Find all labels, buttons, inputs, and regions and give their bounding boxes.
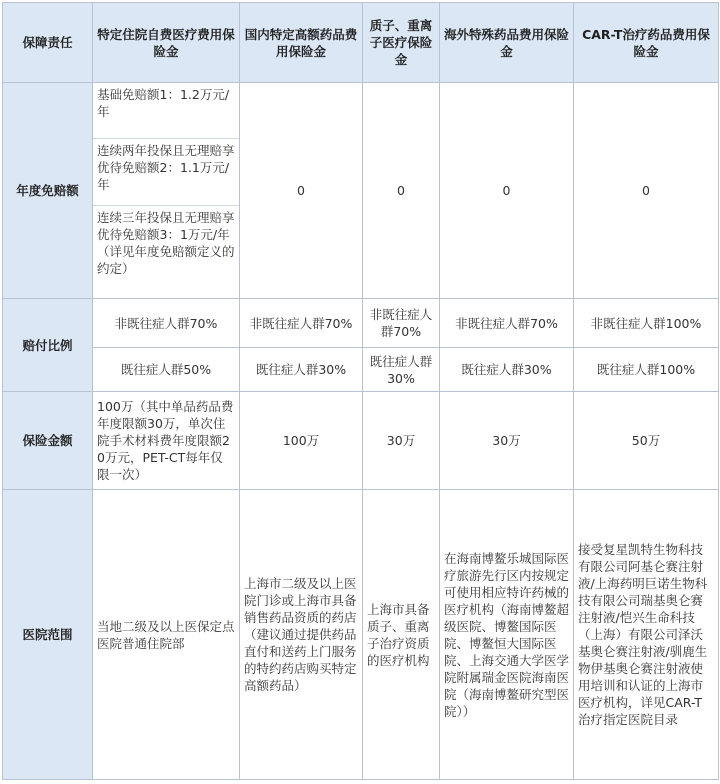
ratio-preexisting-inpatient: 既往症人群50%	[93, 348, 240, 392]
deductible-proton: 0	[363, 83, 440, 299]
insurance-table-container	[2, 2, 718, 780]
amount-row	[3, 392, 719, 490]
hospital-proton: 上海市具备质子、重离子治疗资质的医疗机构	[363, 490, 440, 780]
ratio-preexisting-overseas: 既往症人群30%	[440, 348, 574, 392]
ratio-preexisting-car-t: 既往症人群100%	[574, 348, 719, 392]
hospital-overseas: 在海南博鳌乐城国际医疗旅游先行区内按规定可使用相应特许药械的医疗机构（海南博鳌超级医院、博鳌国际医院、博鳌恒大国际医院、上海交通大学医学院附属瑞金医院海南医院（海南博鳌研究型医院））	[440, 490, 574, 780]
hospital-inpatient: 当地二级及以上医保定点医院普通住院部	[93, 490, 240, 780]
hospital-label: 医院范围	[3, 490, 93, 780]
hospital-domestic: 上海市二级及以上医院门诊或上海市具备销售药品资质的药店（建议通过提供药品直付和送药上门服务的特约药店购买特定高额药品）	[240, 490, 363, 780]
deductible-inpatient-cell	[93, 83, 240, 299]
deductible-basic: 基础免赔额1：1.2万元/年	[97, 87, 230, 119]
deductible-domestic-drugs: 0	[240, 83, 363, 299]
ratio-row-2	[3, 348, 719, 392]
amount-proton: 30万	[363, 392, 440, 490]
amount-label: 保险金额	[3, 392, 93, 490]
header-inpatient-self-pay: 特定住院自费医疗费用保险金	[93, 3, 240, 83]
deductible-overseas: 0	[440, 83, 574, 299]
hospital-car-t: 接受复星凯特生物科技有限公司阿基仑赛注射液/上海药明巨诺生物科技有限公司瑞基奥仑赛注射液/恺兴生命科技（上海）有限公司泽沃基奥仑赛注射液/驯鹿生物伊基奥仑赛注射液使用培训和认证的上海市医疗机构，详见CAR-T治疗指定医院目录	[574, 490, 719, 780]
header-row	[3, 3, 719, 83]
ratio-nonpreexisting-overseas: 非既往症人群70%	[440, 299, 574, 348]
coverage-table	[2, 2, 719, 780]
header-domestic-drugs: 国内特定高额药品费用保险金	[240, 3, 363, 83]
ratio-nonpreexisting-domestic: 非既往症人群70%	[240, 299, 363, 348]
header-proton-heavy-ion: 质子、重离子医疗保险金	[363, 3, 440, 83]
header-coverage: 保障责任	[3, 3, 93, 83]
amount-car-t: 50万	[574, 392, 719, 490]
ratio-nonpreexisting-proton: 非既往症人群70%	[363, 299, 440, 348]
ratio-preexisting-proton: 既往症人群30%	[363, 348, 440, 392]
amount-overseas: 30万	[440, 392, 574, 490]
deductible-car-t: 0	[574, 83, 719, 299]
ratio-nonpreexisting-car-t: 非既往症人群100%	[574, 299, 719, 348]
ratio-row-1	[3, 299, 719, 348]
deductible-two-year: 连续两年投保且无理赔享优待免赔额2：1.1万元/年	[93, 138, 239, 205]
hospital-row	[3, 490, 719, 780]
deductible-three-year: 连续三年投保且无理赔享优待免赔额3：1万元/年（详见年度免赔额定义的约定）	[93, 205, 239, 298]
ratio-nonpreexisting-inpatient: 非既往症人群70%	[93, 299, 240, 348]
deductible-row	[3, 83, 719, 299]
amount-inpatient: 100万（其中单品药品费年度限额30万，单次住院手术材料费年度限额20万元，PET-CT每年仅限一次）	[93, 392, 240, 490]
amount-domestic: 100万	[240, 392, 363, 490]
ratio-preexisting-domestic: 既往症人群30%	[240, 348, 363, 392]
header-overseas-drugs: 海外特殊药品费用保险金	[440, 3, 574, 83]
deductible-label: 年度免赔额	[3, 83, 93, 299]
header-car-t: CAR-T治疗药品费用保险金	[574, 3, 719, 83]
ratio-label: 赔付比例	[3, 299, 93, 392]
